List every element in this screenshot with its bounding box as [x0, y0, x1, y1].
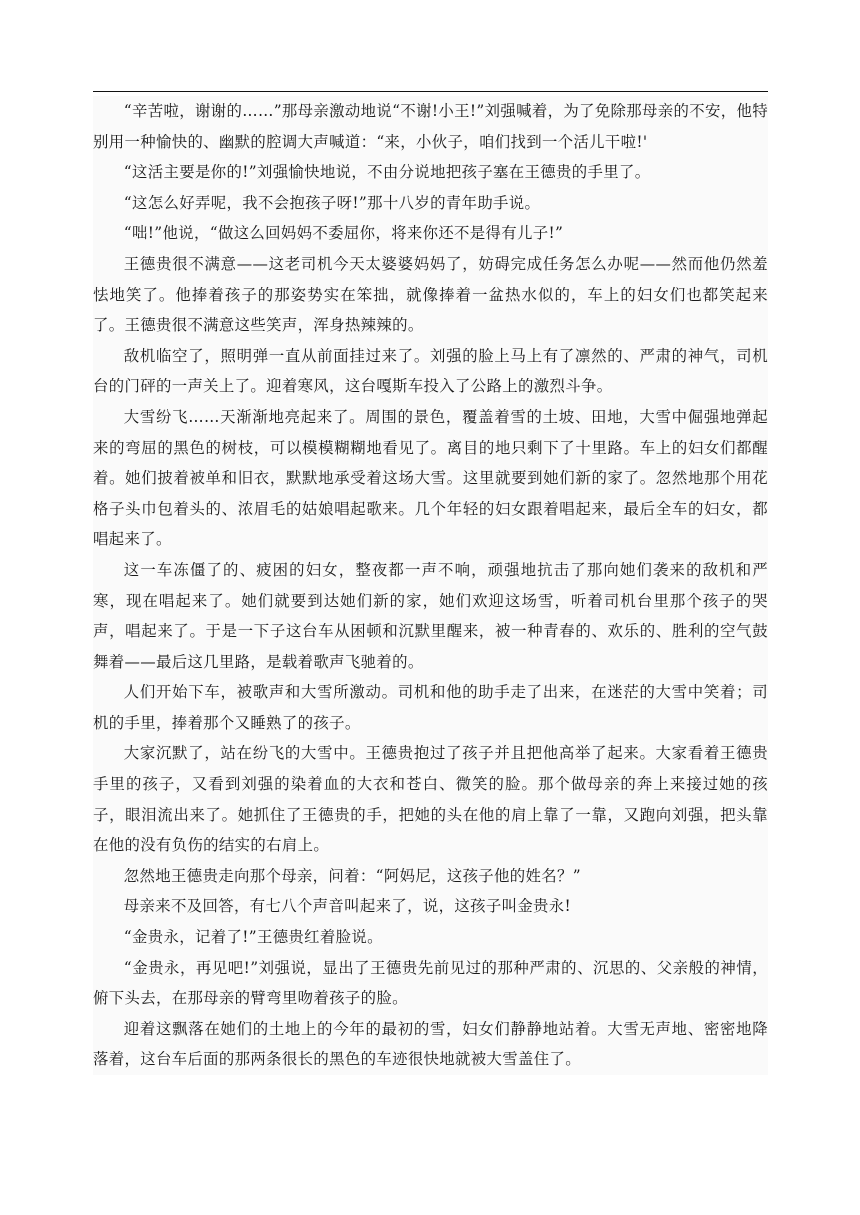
- paragraph: “这活主要是你的!”刘强愉快地说，不由分说地把孩子塞在王德贵的手里了。: [123, 163, 651, 182]
- paragraph: 人们开始下车，被歌声和大雪所激动。司机和他的助手走了出来，在迷茫的大雪中笑着；司机的手里，捧着那个又睡熟了的孩子。: [93, 683, 768, 732]
- top-rule: [93, 91, 768, 92]
- paragraph: 王德贵很不满意——这老司机今天太婆婆妈妈了，妨碍完成任务怎么办呢——然而他仍然羞怯地笑了。他捧着孩子的那姿势实在笨拙，就像捧着一盆热水似的，车上的妇女们也都笑起来了。王德贵很不满意这些笑声，浑身热辣辣的。: [93, 254, 768, 335]
- story-text: [93, 96, 768, 1075]
- paragraph: 忽然地王德贵走向那个母亲，问着：“阿妈尼，这孩子他的姓名？”: [123, 866, 581, 885]
- paragraph: “辛苦啦，谢谢的……”那母亲激动地说“不谢!小王!”刘强喊着，为了免除那母亲的不安，他特别用一种愉快的、幽默的腔调大声喊道：“来，小伙子，咱们找到一个活儿干啦!': [93, 102, 768, 151]
- paragraph: 迎着这飘落在她们的土地上的今年的最初的雪，妇女们静静地站着。大雪无声地、密密地降落着，这台车后面的那两条很长的黑色的车迹很快地就被大雪盖住了。: [93, 1019, 768, 1069]
- paragraph: “金贵永，记着了!”王德贵红着脸说。: [123, 928, 383, 947]
- paragraph: 这一车冻僵了的、疲困的妇女，整夜都一声不响，顽强地抗击了那向她们袭来的敌机和严寒，现在唱起来了。她们就要到达她们新的家，她们欢迎这场雪，听着司机台里那个孩子的哭声，唱起来了。于是一下子这台车从困顿和沉默里醒来，被一种青春的、欢乐的、胜利的空气鼓舞着——最后这几里路，是载着歌声飞驰着的。: [93, 560, 768, 671]
- paragraph: 母亲来不及回答，有七八个声音叫起来了，说，这孩子叫金贵永!: [123, 897, 572, 916]
- paragraph: “咄!”他说，“做这么回妈妈不委屈你，将来你还不是得有儿子!”: [123, 224, 564, 243]
- paragraph: “金贵永，再见吧!”刘强说，显出了王德贵先前见过的那种严肃的、沉思的、父亲般的神情，俯下头去，在那母亲的臂弯里吻着孩子的脸。: [93, 958, 768, 1008]
- paragraph: 大家沉默了，站在纷飞的大雪中。王德贵抱过了孩子并且把他高举了起来。大家看着王德贵手里的孩子，又看到刘强的染着血的大衣和苍白、微笑的脸。那个做母亲的奔上来接过她的孩子，眼泪流出来了。她抓住了王德贵的手，把她的头在他的肩上靠了一靠，又跑向刘强，把头靠在他的没有负伤的结实的右肩上。: [93, 744, 768, 855]
- paragraph: 敌机临空了，照明弹一直从前面挂过来了。刘强的脸上马上有了凛然的、严肃的神气，司机台的门砰的一声关上了。迎着寒风，这台嘎斯车投入了公路上的激烈斗争。: [93, 346, 768, 396]
- paragraph: “这怎么好弄呢，我不会抱孩子呀!”那十八岁的青年助手说。: [123, 193, 541, 212]
- paragraph: 大雪纷飞……天渐渐地亮起来了。周围的景色，覆盖着雪的土坡、田地，大雪中倔强地弹起来的弯屈的黑色的树枝，可以模模糊糊地看见了。离目的地只剩下了十里路。车上的妇女们都醒着。她们披着被单和旧衣，默默地承受着这场大雪。这里就要到她们新的家了。忽然地那个用花格子头巾包着头的、浓眉毛的姑娘唱起歌来。几个年轻的妇女跟着唱起来，最后全车的妇女，都唱起来了。: [93, 407, 768, 549]
